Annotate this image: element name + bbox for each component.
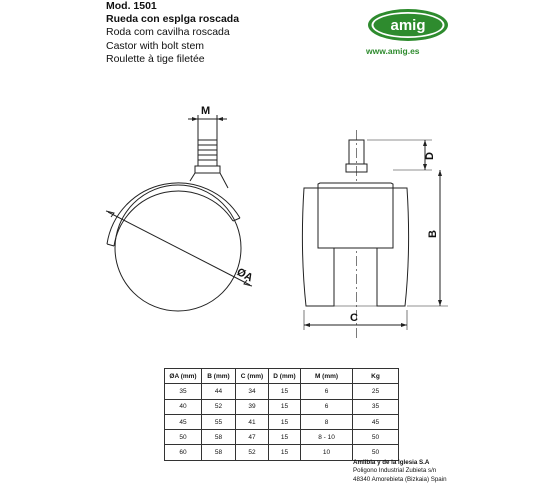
cell-m: 8 - 10 xyxy=(301,430,353,445)
header-b: B (mm) xyxy=(202,369,236,384)
company-address xyxy=(353,459,447,484)
cell-kg: 50 xyxy=(353,430,399,445)
title-english: Castor with bolt stem xyxy=(106,39,205,52)
header-d: D (mm) xyxy=(269,369,301,384)
table-row xyxy=(165,384,399,399)
cell-kg: 35 xyxy=(353,399,399,414)
header-m: M (mm) xyxy=(301,369,353,384)
cell-c: 52 xyxy=(236,445,269,460)
dimension-label-c: C xyxy=(350,312,358,324)
cell-kg: 25 xyxy=(353,384,399,399)
cell-b: 58 xyxy=(202,430,236,445)
header-kg: Kg xyxy=(353,369,399,384)
cell-d: 15 xyxy=(269,384,301,399)
cell-d: 15 xyxy=(269,445,301,460)
address-line-1: Poligono Industrial Zubieta s/n xyxy=(353,467,437,475)
dimension-label-d: D xyxy=(424,152,436,160)
header-c: C (mm) xyxy=(236,369,269,384)
cell-b: 44 xyxy=(202,384,236,399)
header-diameter: ØA (mm) xyxy=(165,369,202,384)
table-row xyxy=(165,414,399,429)
specifications-table xyxy=(164,368,399,461)
title-french: Roulette à tige filetée xyxy=(106,52,205,65)
cell-c: 41 xyxy=(236,414,269,429)
cell-m: 10 xyxy=(301,445,353,460)
cell-kg: 45 xyxy=(353,414,399,429)
cell-diameter: 50 xyxy=(165,430,202,445)
table-header-row xyxy=(165,369,399,384)
cell-kg: 50 xyxy=(353,445,399,460)
title-spanish: Rueda con esplga roscada xyxy=(106,13,240,26)
cell-b: 52 xyxy=(202,399,236,414)
dimension-label-m: M xyxy=(201,105,211,117)
cell-c: 34 xyxy=(236,384,269,399)
cell-m: 8 xyxy=(301,414,353,429)
cell-d: 15 xyxy=(269,430,301,445)
cell-diameter: 60 xyxy=(165,445,202,460)
company-name: Amlibla y de la Iglesia S.A xyxy=(353,459,430,466)
cell-m: 6 xyxy=(301,399,353,414)
title-portuguese: Roda com cavilha roscada xyxy=(106,26,230,39)
dimension-label-a: ØA xyxy=(234,266,255,285)
cell-d: 15 xyxy=(269,414,301,429)
cell-m: 6 xyxy=(301,384,353,399)
cell-diameter: 35 xyxy=(165,384,202,399)
cell-c: 39 xyxy=(236,399,269,414)
cell-d: 15 xyxy=(269,399,301,414)
table-row xyxy=(165,445,399,460)
cell-b: 55 xyxy=(202,414,236,429)
cell-b: 58 xyxy=(202,445,236,460)
cell-diameter: 40 xyxy=(165,399,202,414)
cell-diameter: 45 xyxy=(165,414,202,429)
website-url: www.amig.es xyxy=(366,46,420,56)
table-row xyxy=(165,399,399,414)
logo-text: amig xyxy=(390,17,426,34)
table-row xyxy=(165,430,399,445)
address-line-2: 48340 Amorebieta (Bizkaia) Spain xyxy=(353,475,447,483)
cell-c: 47 xyxy=(236,430,269,445)
model-number: Mod. 1501 xyxy=(106,0,157,12)
dimension-label-b: B xyxy=(427,230,439,238)
